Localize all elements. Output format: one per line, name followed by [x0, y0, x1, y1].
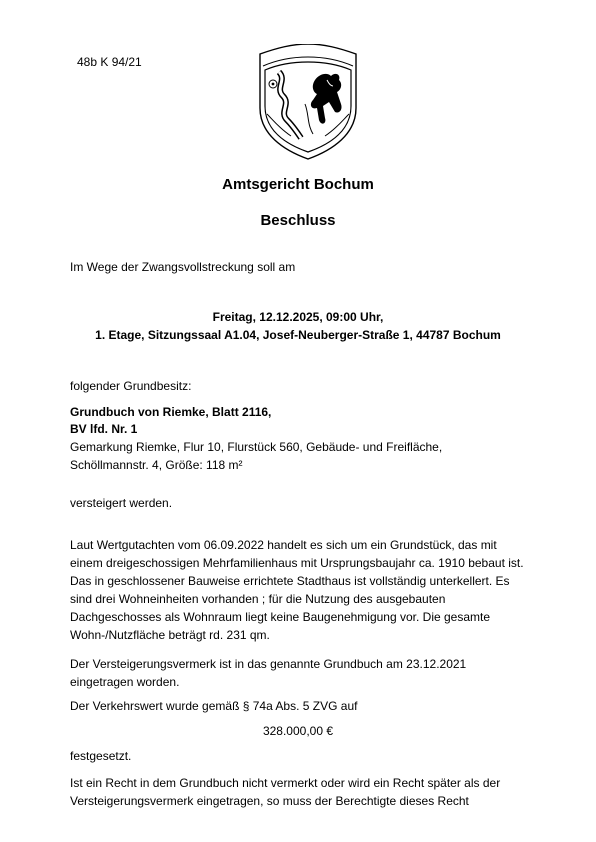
termin-line-1: Freitag, 12.12.2025, 09:00 Uhr, [212, 310, 384, 324]
nrw-coat-of-arms-icon [257, 44, 359, 160]
document-title: Beschluss [260, 212, 336, 229]
gutachten-line: einem dreigeschossigen Mehrfamilienhaus mit Ursprungsbaujahr ca. 1910 bebaut ist. [70, 556, 524, 570]
verkehrswert-intro: Der Verkehrswert wurde gemäß § 74a Abs. 5 ZVG auf [70, 699, 358, 713]
aktenzeichen: 48b K 94/21 [77, 55, 142, 69]
gutachten-line: Wohn-/Nutzfläche beträgt rd. 231 qm. [70, 628, 270, 642]
festgesetzt-text: festgesetzt. [70, 749, 132, 763]
court-name: Amtsgericht Bochum [222, 176, 374, 193]
gemarkung-line-1: Gemarkung Riemke, Flur 10, Flurstück 560, Gebäude- und Freifläche, [70, 440, 443, 454]
recht-line: Ist ein Recht in dem Grundbuch nicht vermerkt oder wird ein Recht später als der [70, 776, 501, 790]
gutachten-line: sind drei Wohneinheiten vorhanden ; für die Nutzung des ausgebauten [70, 592, 446, 606]
verkehrswert-amount: 328.000,00 € [262, 724, 334, 738]
gutachten-line: Das in geschlossener Bauweise errichtete Stadthaus ist vollständig unterkellert. Es [70, 574, 510, 588]
gutachten-line: Dachgeschosses als Wohnraum liegt keine Baugenehmigung vor. Die gesamte [70, 610, 491, 624]
intro-text: Im Wege der Zwangsvollstreckung soll am [70, 260, 296, 274]
gutachten-line: Laut Wertgutachten vom 06.09.2022 handelt es sich um ein Grundstück, das mit [70, 538, 497, 552]
vermerk-line: eingetragen worden. [70, 675, 180, 689]
versteigert-text: versteigert werden. [70, 496, 173, 510]
recht-line: Versteigerungsvermerk eingetragen, so muss der Berechtigte dieses Recht [70, 794, 469, 808]
termin-line-2: 1. Etage, Sitzungssaal A1.04, Josef-Neuberger-Straße 1, 44787 Bochum [95, 328, 501, 342]
grundbuch-line-1: Grundbuch von Riemke, Blatt 2116, [70, 405, 272, 419]
gemarkung-line-2: Schöllmannstr. 4, Größe: 118 m² [70, 458, 243, 472]
vermerk-line: Der Versteigerungsvermerk ist in das genannte Grundbuch am 23.12.2021 [70, 657, 467, 671]
grundbuch-line-2: BV lfd. Nr. 1 [70, 422, 138, 436]
grundbesitz-label: folgender Grundbesitz: [70, 379, 192, 393]
